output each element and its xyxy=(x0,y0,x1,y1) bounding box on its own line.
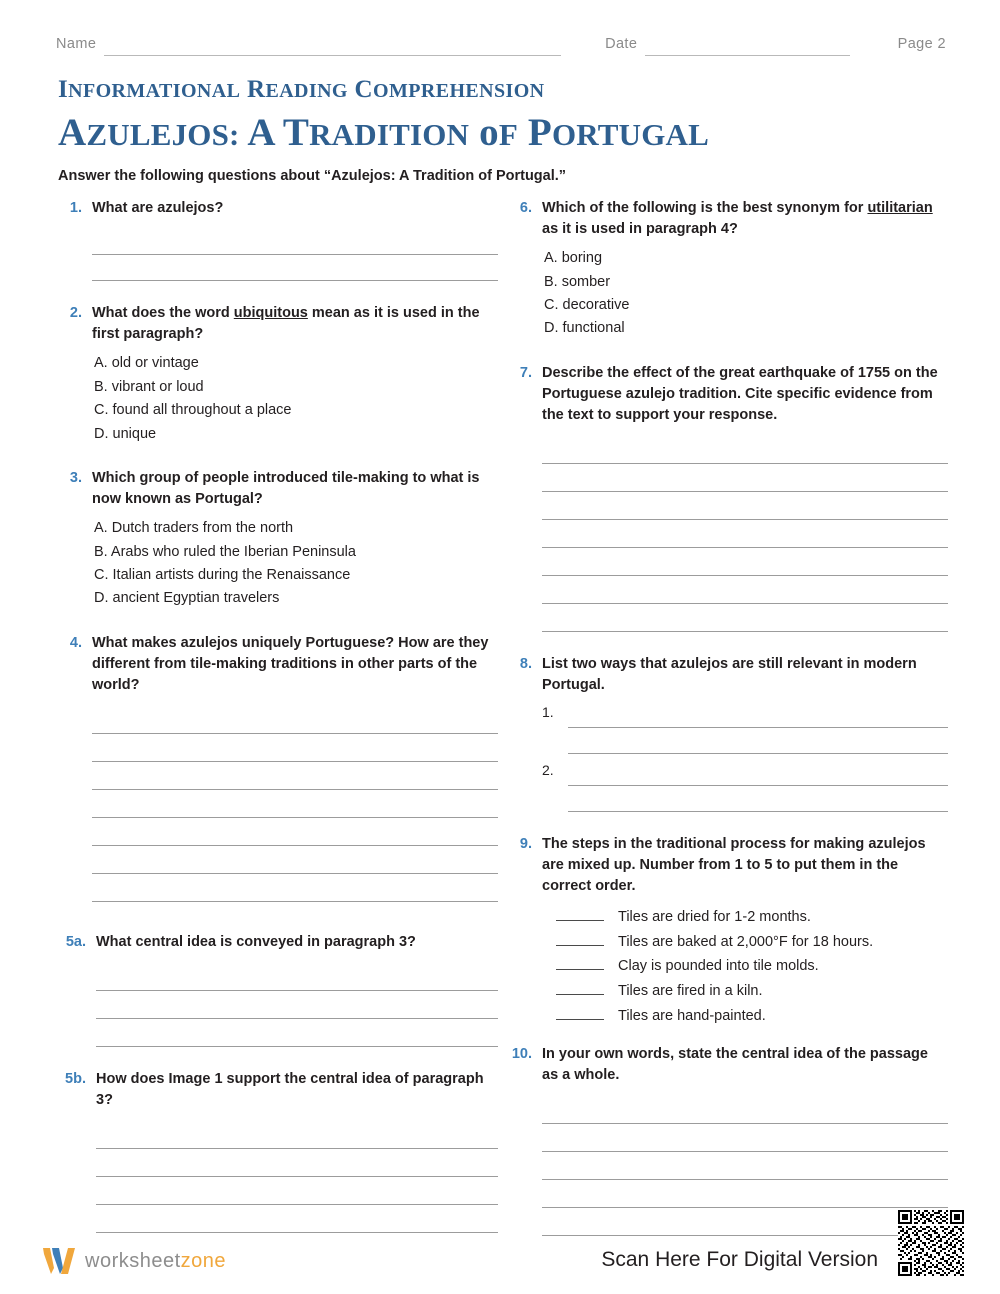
question-2 xyxy=(58,303,498,446)
choice-option[interactable]: A. old or vintage xyxy=(94,355,199,372)
answer-line[interactable] xyxy=(542,464,948,492)
answer-line[interactable] xyxy=(568,786,948,812)
question-6-choices xyxy=(542,247,948,341)
question-2-underlined-word: ubiquitous xyxy=(233,305,308,322)
choice-option[interactable]: C. Italian artists during the Renaissance xyxy=(94,566,351,583)
brand-word-worksheet: worksheet xyxy=(85,1249,181,1272)
step-text: Tiles are fired in a kiln. xyxy=(618,983,763,1000)
question-5b xyxy=(58,1069,498,1233)
questions-column-right xyxy=(508,198,948,1236)
answer-line[interactable] xyxy=(542,548,948,576)
answer-line[interactable] xyxy=(96,991,498,1019)
choice-option[interactable]: B. Arabs who ruled the Iberian Peninsula xyxy=(94,543,356,560)
date-write-line[interactable] xyxy=(645,54,849,56)
step-text: Tiles are baked at 2,000°F for 18 hours. xyxy=(618,933,874,950)
sub-item-number: 1. xyxy=(542,704,554,721)
question-10-text: In your own words, state the central idea of the passage as a whole. xyxy=(542,1046,928,1084)
sub-item-number: 2. xyxy=(542,762,554,779)
order-blank[interactable] xyxy=(556,907,604,921)
question-7-number: 7. xyxy=(519,364,532,381)
answer-line[interactable] xyxy=(542,1096,948,1124)
ordering-step[interactable] xyxy=(542,954,948,979)
choice-option[interactable]: A. Dutch traders from the north xyxy=(94,520,294,537)
question-8-item-1 xyxy=(542,702,948,754)
answer-line[interactable] xyxy=(92,255,498,281)
question-6-number: 6. xyxy=(519,200,532,216)
choice-option[interactable]: C. found all throughout a place xyxy=(94,402,292,419)
question-4-answer-lines[interactable] xyxy=(92,706,498,902)
answer-line[interactable] xyxy=(96,1205,498,1233)
answer-line[interactable] xyxy=(96,1121,498,1149)
question-5b-text: How does Image 1 support the central idea of paragraph 3? xyxy=(96,1071,484,1109)
name-write-line[interactable] xyxy=(104,54,561,56)
page-number-label: Page 2 xyxy=(897,36,946,52)
question-9-number: 9. xyxy=(519,836,532,853)
question-7-answer-lines[interactable] xyxy=(542,436,948,632)
scan-instruction-text: Scan Here For Digital Version xyxy=(601,1248,878,1271)
question-5a xyxy=(58,932,498,1047)
answer-line[interactable] xyxy=(92,846,498,874)
answer-line[interactable] xyxy=(542,520,948,548)
question-5a-number: 5a. xyxy=(65,934,86,950)
answer-line[interactable] xyxy=(568,702,948,728)
ordering-step[interactable] xyxy=(542,930,948,955)
brand-word-zone: zone xyxy=(180,1249,227,1272)
question-8-number: 8. xyxy=(519,656,532,673)
answer-line[interactable] xyxy=(92,229,498,255)
question-3-number: 3. xyxy=(69,469,82,486)
questions-column-left xyxy=(58,198,498,1233)
worksheet-kicker: INFORMATIONAL READING COMPREHENSION xyxy=(58,76,545,103)
order-blank[interactable] xyxy=(556,981,604,995)
answer-line[interactable] xyxy=(542,1152,948,1180)
answer-line[interactable] xyxy=(96,1149,498,1177)
answer-line[interactable] xyxy=(96,1019,498,1047)
ordering-step[interactable] xyxy=(542,1004,948,1029)
question-9 xyxy=(508,834,948,1028)
question-4-number: 4. xyxy=(69,634,82,651)
choice-option[interactable]: D. functional xyxy=(544,320,625,337)
answer-line[interactable] xyxy=(92,706,498,734)
worksheet-zone-logo[interactable] xyxy=(42,1246,226,1276)
answer-line[interactable] xyxy=(96,1177,498,1205)
page-header xyxy=(56,36,946,60)
question-6-text: Which of the following is the best synonym for utilitarian as it is used in paragraph 4? xyxy=(542,200,933,238)
question-10-number: 10. xyxy=(511,1046,532,1063)
question-2-text: What does the word ubiquitous mean as it is used in the first paragraph? xyxy=(92,305,480,343)
question-7-text: Describe the effect of the great earthquake of 1755 on the Portuguese azulejo tradition. Cite specific evidence from the text to support your response. xyxy=(542,364,938,423)
question-7 xyxy=(508,363,948,632)
question-3-choices xyxy=(92,517,498,611)
answer-line[interactable] xyxy=(542,1180,948,1208)
step-text: Tiles are hand-painted. xyxy=(618,1007,766,1024)
question-5b-answer-lines[interactable] xyxy=(96,1121,498,1233)
answer-line[interactable] xyxy=(92,818,498,846)
answer-line[interactable] xyxy=(542,1124,948,1152)
question-9-text: The steps in the traditional process for making azulejos are mixed up. Number from 1 to 5 to put them in the correct order. xyxy=(542,836,926,895)
question-1 xyxy=(58,198,498,281)
step-text: Tiles are dried for 1-2 months. xyxy=(618,909,811,926)
answer-line[interactable] xyxy=(568,728,948,754)
choice-option[interactable]: C. decorative xyxy=(544,297,630,313)
answer-line[interactable] xyxy=(542,576,948,604)
question-10 xyxy=(508,1044,948,1236)
date-label: Date xyxy=(605,36,638,52)
answer-line[interactable] xyxy=(92,762,498,790)
question-8 xyxy=(508,654,948,812)
choice-option[interactable]: B. vibrant or loud xyxy=(94,378,204,395)
name-label: Name xyxy=(56,36,97,52)
answer-line[interactable] xyxy=(542,604,948,632)
ordering-step[interactable] xyxy=(542,979,948,1004)
answer-line[interactable] xyxy=(542,492,948,520)
choice-option[interactable]: D. ancient Egyptian travelers xyxy=(94,590,280,607)
question-10-answer-lines[interactable] xyxy=(542,1096,948,1236)
answer-line[interactable] xyxy=(542,436,948,464)
step-text: Clay is pounded into tile molds. xyxy=(618,958,819,975)
question-8-text: List two ways that azulejos are still relevant in modern Portugal. xyxy=(542,656,917,694)
question-2-number: 2. xyxy=(69,305,82,322)
order-blank[interactable] xyxy=(556,956,604,970)
question-9-steps xyxy=(542,905,948,1028)
question-3-text: Which group of people introduced tile-making to what is now known as Portugal? xyxy=(92,469,480,507)
question-5a-text: What central idea is conveyed in paragraph 3? xyxy=(96,934,416,950)
answer-line[interactable] xyxy=(92,874,498,902)
question-2-choices xyxy=(92,352,498,446)
instructions: Answer the following questions about “Azulejos: A Tradition of Portugal.” xyxy=(58,168,567,184)
answer-line[interactable] xyxy=(542,1208,948,1236)
qr-code[interactable] xyxy=(898,1210,964,1276)
question-1-text: What are azulejos? xyxy=(92,200,224,216)
page-title: AZULEJOS: A TRADITION oF PORTUGAL xyxy=(58,111,709,154)
choice-option[interactable]: B. somber xyxy=(544,273,611,290)
question-4 xyxy=(58,633,498,902)
order-blank[interactable] xyxy=(556,932,604,946)
question-4-text: What makes azulejos uniquely Portuguese? How are they different from tile-making traditions in other parts of the world? xyxy=(92,634,489,693)
question-8-item-2 xyxy=(542,760,948,812)
choice-option[interactable]: A. boring xyxy=(544,250,603,267)
choice-option[interactable]: D. unique xyxy=(94,425,157,442)
question-5b-number: 5b. xyxy=(65,1071,86,1088)
ordering-step[interactable] xyxy=(542,905,948,930)
question-5a-answer-lines[interactable] xyxy=(96,963,498,1047)
answer-line[interactable] xyxy=(568,760,948,786)
answer-line[interactable] xyxy=(92,790,498,818)
answer-line[interactable] xyxy=(92,734,498,762)
answer-line[interactable] xyxy=(96,963,498,991)
question-6 xyxy=(508,198,948,341)
question-6-underlined-word: utilitarian xyxy=(867,200,933,216)
brand-text xyxy=(85,1250,226,1273)
question-1-answer-lines[interactable] xyxy=(92,229,498,281)
w-logo-icon xyxy=(42,1246,76,1276)
order-blank[interactable] xyxy=(556,1006,604,1020)
question-1-number: 1. xyxy=(69,200,82,216)
question-3 xyxy=(58,468,498,611)
